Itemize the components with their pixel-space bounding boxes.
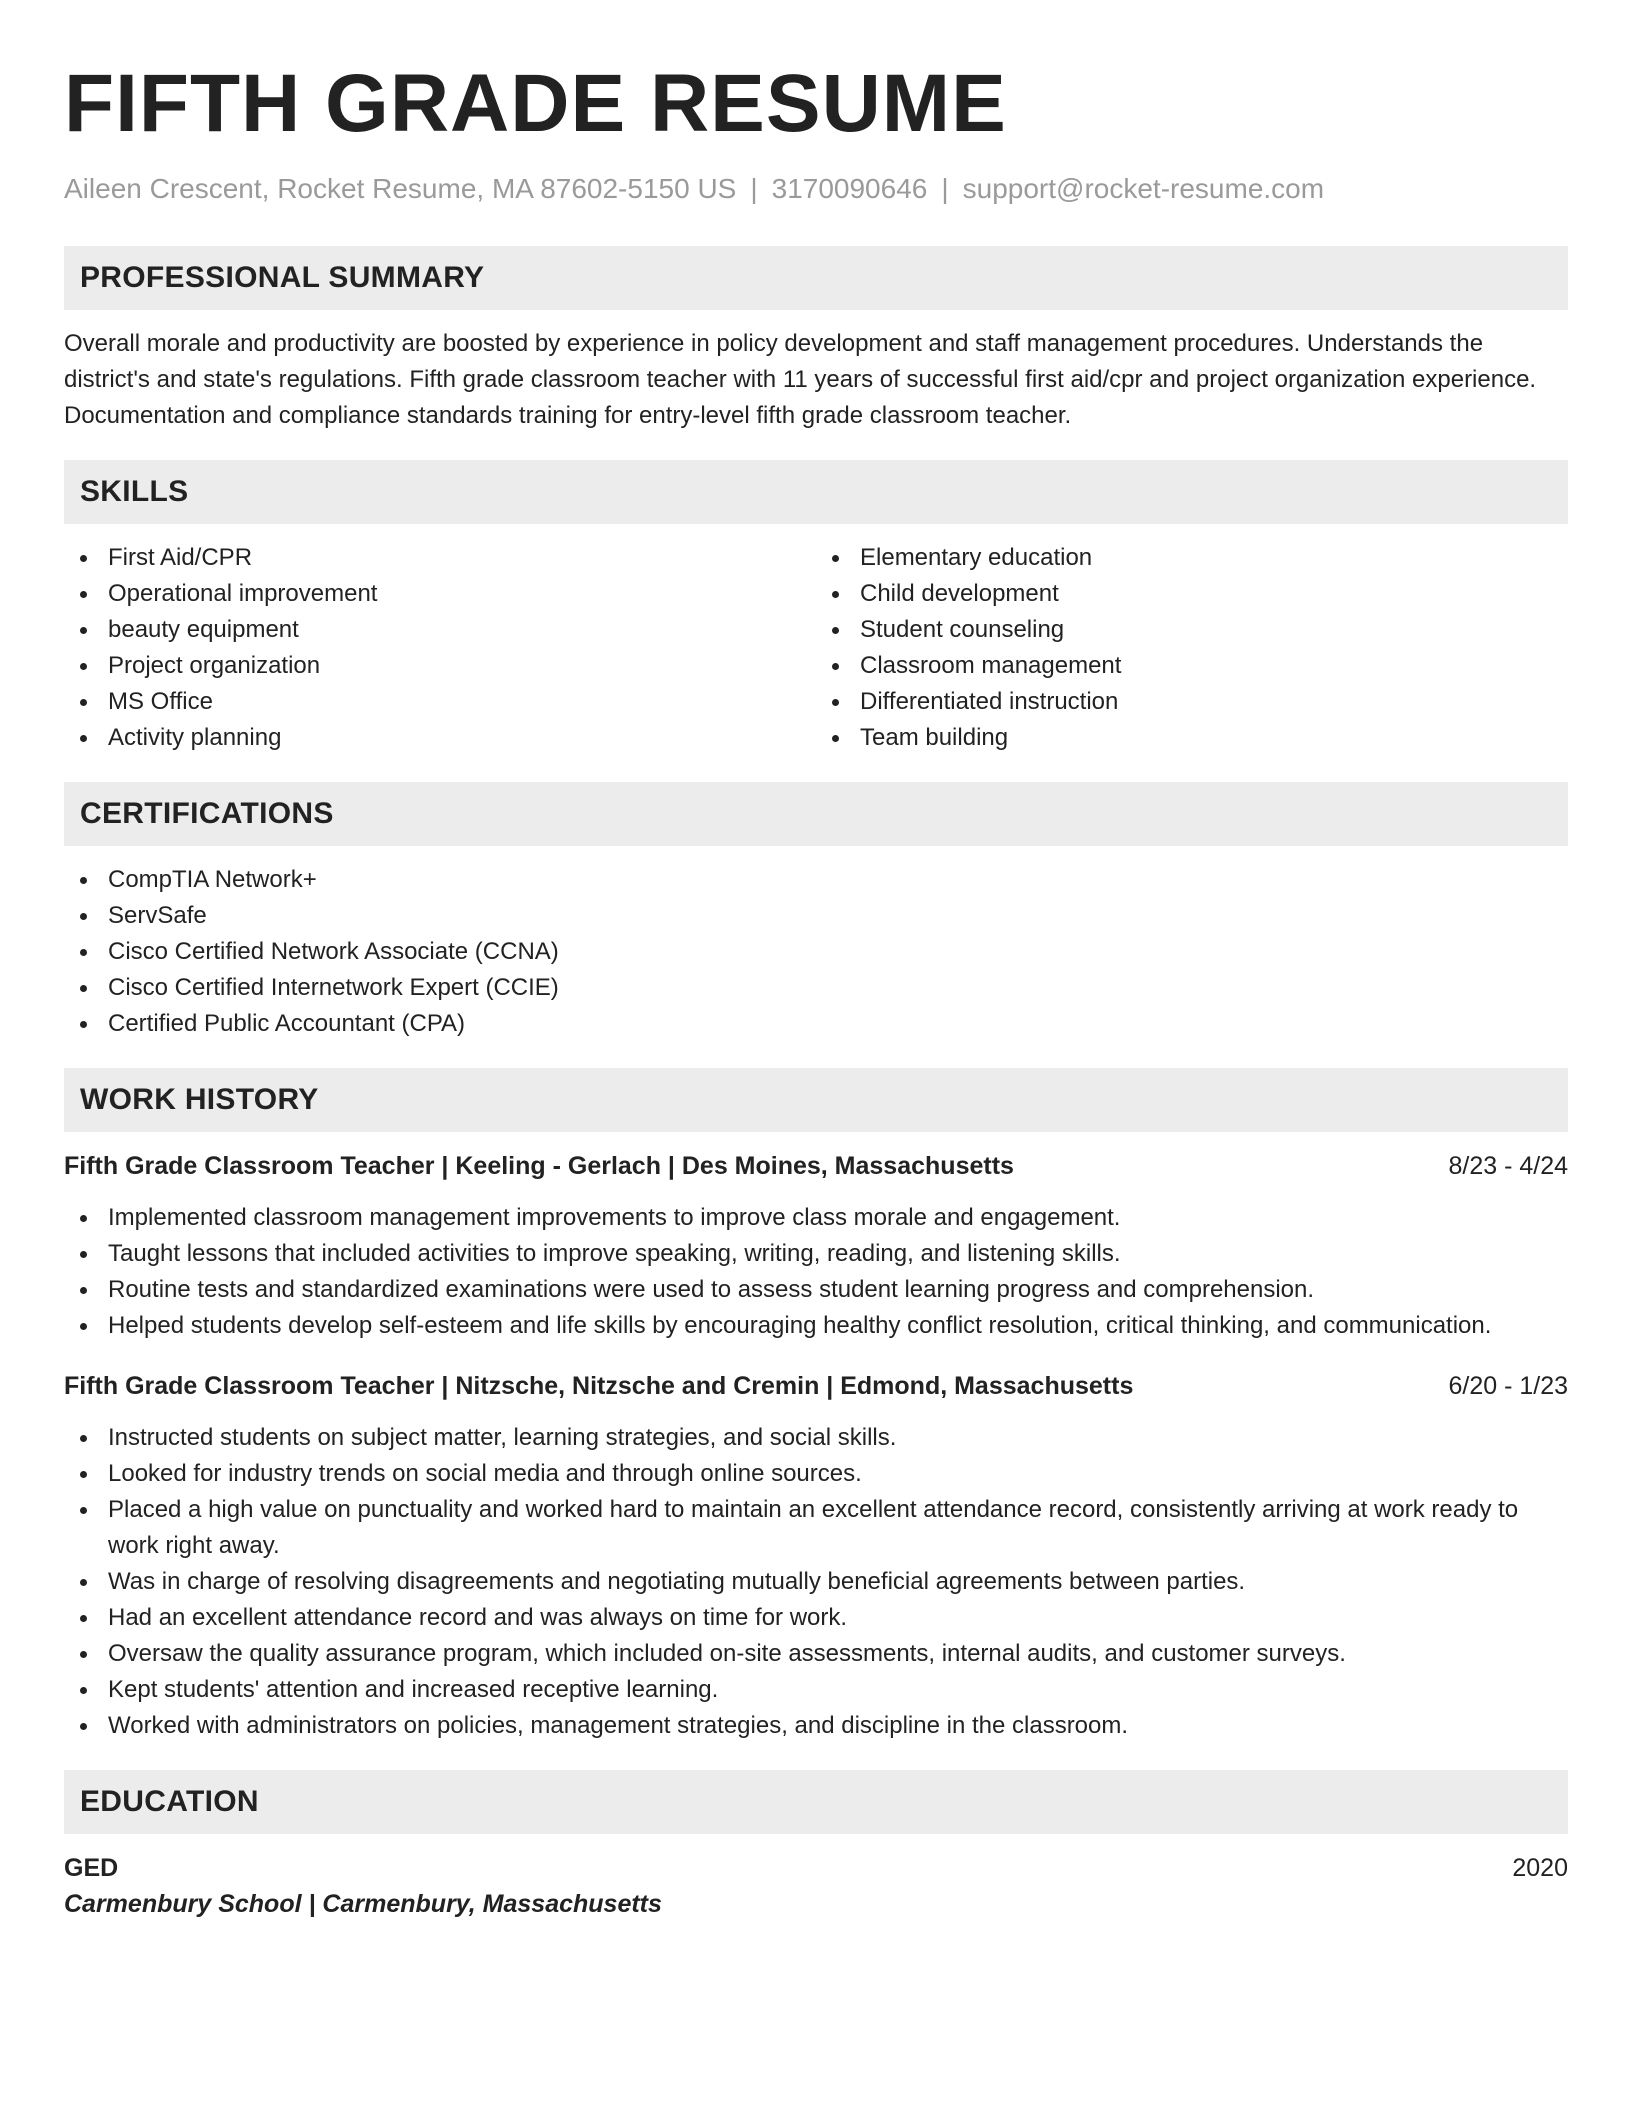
job-bullet: Instructed students on subject matter, learning strategies, and social skills. <box>64 1420 1568 1456</box>
job-bullet: Oversaw the quality assurance program, which included on-site assessments, internal audits, and customer surveys. <box>64 1636 1568 1672</box>
skill-item: Student counseling <box>816 612 1568 648</box>
certification-item: ServSafe <box>64 898 1568 934</box>
job-entry <box>64 1148 1568 1344</box>
certification-item: Cisco Certified Internetwork Expert (CCIE) <box>64 970 1568 1006</box>
certification-item: Certified Public Accountant (CPA) <box>64 1006 1568 1042</box>
education-header <box>64 1850 1568 1886</box>
job-bullet: Worked with administrators on policies, management strategies, and discipline in the classroom. <box>64 1708 1568 1744</box>
skills-heading: SKILLS <box>64 460 1568 524</box>
job-title: Fifth Grade Classroom Teacher | Keeling - Gerlach | Des Moines, Massachusetts <box>64 1152 1014 1180</box>
skills-section <box>64 460 1568 756</box>
skills-list-left <box>64 540 816 756</box>
certification-item: Cisco Certified Network Associate (CCNA) <box>64 934 1568 970</box>
job-bullet: Had an excellent attendance record and was always on time for work. <box>64 1600 1568 1636</box>
skills-column-left <box>64 540 816 756</box>
job-bullet: Helped students develop self-esteem and life skills by encouraging healthy conflict resolution, critical thinking, and communication. <box>64 1308 1568 1344</box>
summary-text: Overall morale and productivity are boosted by experience in policy development and staff management procedures. Understands the district's and state's regulations. Fifth grade classroom teacher with 11 years of successful first aid/cpr and project organization experience. Documentation and compliance standards training for entry-level fifth grade classroom teacher. <box>64 330 1537 429</box>
job-bullet: Kept students' attention and increased receptive learning. <box>64 1672 1568 1708</box>
job-bullet: Was in charge of resolving disagreements and negotiating mutually beneficial agreements between parties. <box>64 1564 1568 1600</box>
contact-separator: | <box>941 173 949 204</box>
job-header <box>64 1148 1568 1184</box>
education-degree: GED <box>64 1854 119 1882</box>
skill-item: First Aid/CPR <box>64 540 816 576</box>
job-bullet: Routine tests and standardized examinations were used to assess student learning progress and comprehension. <box>64 1272 1568 1308</box>
certifications-heading: CERTIFICATIONS <box>64 782 1568 846</box>
skill-item: Team building <box>816 720 1568 756</box>
job-dates: 8/23 - 4/24 <box>1448 1152 1568 1180</box>
skills-grid <box>64 540 1568 756</box>
job-bullet: Implemented classroom management improvements to improve class morale and engagement. <box>64 1200 1568 1236</box>
education-school: Carmenbury School | Carmenbury, Massachusetts <box>64 1890 662 1918</box>
skill-item: beauty equipment <box>64 612 816 648</box>
job-header <box>64 1368 1568 1404</box>
certifications-list <box>64 862 1568 1042</box>
skill-item: Child development <box>816 576 1568 612</box>
skills-list-right <box>816 540 1568 756</box>
contact-email: support@rocket-resume.com <box>962 173 1325 204</box>
summary-section <box>64 246 1568 434</box>
contact-address: Aileen Crescent, Rocket Resume, MA 87602-5150 US <box>64 173 737 204</box>
work-history-section <box>64 1068 1568 1744</box>
job-dates: 6/20 - 1/23 <box>1448 1372 1568 1400</box>
job-entry <box>64 1368 1568 1744</box>
job-bullets <box>64 1200 1568 1344</box>
contact-separator: | <box>750 173 758 204</box>
certifications-section <box>64 782 1568 1042</box>
skill-item: MS Office <box>64 684 816 720</box>
education-section <box>64 1770 1568 1922</box>
contact-line <box>64 172 1568 206</box>
skill-item: Operational improvement <box>64 576 816 612</box>
skill-item: Differentiated instruction <box>816 684 1568 720</box>
skill-item: Project organization <box>64 648 816 684</box>
work-history-heading: WORK HISTORY <box>64 1068 1568 1132</box>
skill-item: Elementary education <box>816 540 1568 576</box>
skills-column-right <box>816 540 1568 756</box>
skill-item: Activity planning <box>64 720 816 756</box>
job-bullet: Placed a high value on punctuality and worked hard to maintain an excellent attendance record, consistently arriving at work ready to work right away. <box>64 1492 1568 1564</box>
job-bullet: Taught lessons that included activities to improve speaking, writing, reading, and listening skills. <box>64 1236 1568 1272</box>
summary-heading: PROFESSIONAL SUMMARY <box>64 246 1568 310</box>
resume-title: FIFTH GRADE RESUME <box>64 58 1007 149</box>
job-bullets <box>64 1420 1568 1744</box>
job-title: Fifth Grade Classroom Teacher | Nitzsche, Nitzsche and Cremin | Edmond, Massachusetts <box>64 1372 1134 1400</box>
skill-item: Classroom management <box>816 648 1568 684</box>
education-year: 2020 <box>1512 1854 1568 1882</box>
job-bullet: Looked for industry trends on social media and through online sources. <box>64 1456 1568 1492</box>
contact-phone: 3170090646 <box>771 173 928 204</box>
education-heading: EDUCATION <box>64 1770 1568 1834</box>
certification-item: CompTIA Network+ <box>64 862 1568 898</box>
